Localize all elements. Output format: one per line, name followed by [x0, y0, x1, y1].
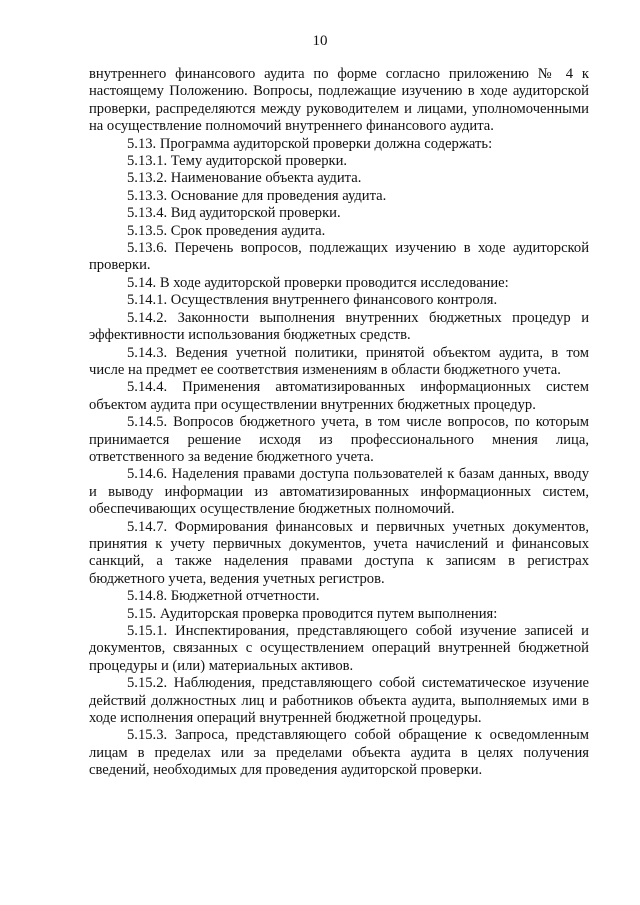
paragraph: 5.15.3. Запроса, представляющего собой обращение к осведомленным лицам в пределах или за пределами объекта аудита в целях получения сведений, необходимых для проведения аудиторской проверки.	[89, 727, 589, 779]
paragraph: 5.14. В ходе аудиторской проверки проводится исследование:	[127, 274, 509, 291]
paragraph: 5.15.1. Инспектирования, представляющего собой изучение записей и документов, связанных с осуществлением операций внутренней бюджетной процедуры и (или) материальных активов.	[89, 623, 589, 674]
document-body	[89, 66, 589, 780]
paragraph: 5.14.1. Осуществления внутреннего финансового контроля.	[127, 292, 498, 309]
paragraph: 5.14.3. Ведения учетной политики, принятой объектом аудита, в том числе на предмет ее соответствия изменениям в области бюджетного учета.	[89, 344, 589, 378]
paragraph: 5.14.8. Бюджетной отчетности.	[127, 588, 320, 605]
paragraph: 5.15. Аудиторская проверка проводится путем выполнения:	[127, 605, 498, 622]
paragraph: 5.13.1. Тему аудиторской проверки.	[127, 153, 348, 170]
paragraph: 5.14.2. Законности выполнения внутренних бюджетных процедур и эффективности использования бюджетных средств.	[89, 309, 589, 344]
paragraph: 5.14.5. Вопросов бюджетного учета, в том числе вопросов, по которым принимается решение исходя из профессионального мнения лица, ответственного за ведение бюджетного учета.	[89, 414, 589, 465]
paragraph: внутреннего финансового аудита по форме согласно приложению № 4 к настоящему Положению. Вопросы, подлежащие изучению в ходе аудиторской проверки, распределяются между руководителем и лицами, уполномоченными на осуществление полномочий внутреннего финансового аудита.	[89, 66, 589, 135]
paragraph: 5.14.4. Применения автоматизированных информационных систем объектом аудита при осуществлении внутренних бюджетных процедур.	[89, 379, 589, 413]
paragraph: 5.15.2. Наблюдения, представляющего собой систематическое изучение действий должностных лиц и работников объекта аудита, выполняемых ими в ходе исполнения операций внутренней бюджетной процедуры.	[89, 675, 589, 727]
paragraph: 5.13.5. Срок проведения аудита.	[127, 222, 326, 239]
paragraph: 5.13.6. Перечень вопросов, подлежащих изучению в ходе аудиторской проверки.	[89, 240, 589, 274]
paragraph: 5.13.2. Наименование объекта аудита.	[127, 170, 362, 187]
paragraph: 5.13. Программа аудиторской проверки должна содержать:	[127, 135, 493, 152]
paragraph: 5.14.7. Формирования финансовых и первичных учетных документов, принятия к учету первичных документов, учета начислений и финансовых санкций, а также наделения правами доступа к записям в регистрах бюджетного учета, ведения учетных регистров.	[89, 518, 589, 587]
page-number: 10	[312, 33, 328, 49]
paragraph: 5.14.6. Наделения правами доступа пользователей к базам данных, вводу и выводу информации из автоматизированных информационных систем, обеспечивающих осуществление бюджетных полномочий.	[89, 466, 589, 518]
paragraph: 5.13.3. Основание для проведения аудита.	[127, 187, 387, 204]
paragraph: 5.13.4. Вид аудиторской проверки.	[127, 205, 341, 222]
